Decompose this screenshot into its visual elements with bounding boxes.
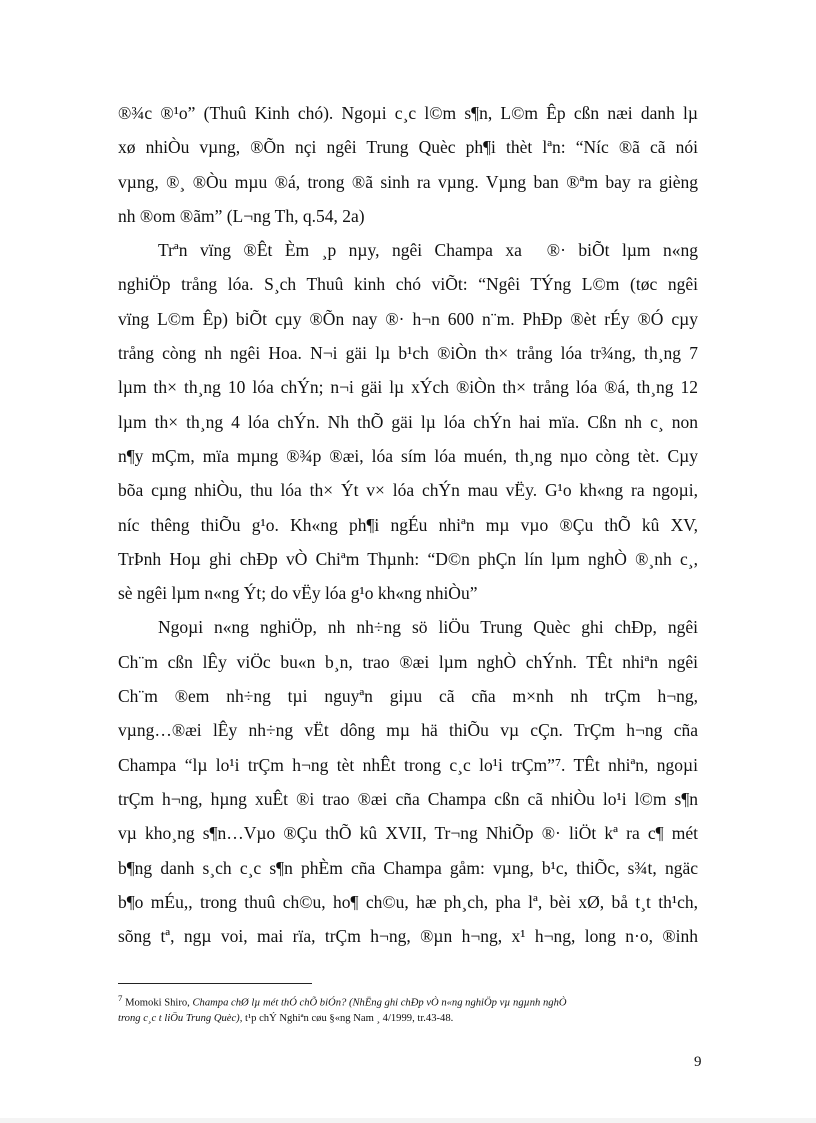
page-number: 9 bbox=[694, 1054, 702, 1070]
text-line: Trªn vïng ®Êt Èm ¸p nµy, ngêi Champa xa ®· biÕt lµm n«ng bbox=[158, 240, 698, 261]
text-line: xø nhiÒu vµng, ®Õn nçi ngêi Trung Quèc ph¶i thèt lªn: “Níc ®ã cã nói bbox=[118, 137, 698, 158]
footnote-divider bbox=[118, 983, 312, 984]
text-line: sè ngêi lµm n«ng Ýt; do vËy lóa g¹o kh«ng nhiÒu” bbox=[118, 583, 478, 604]
text-line: nh ®om ®ãm” (L¬ng Th, q.54, 2a) bbox=[118, 205, 365, 226]
text-line: n¶y mÇm, mïa mµng ®¾p ®æi, lóa sím lóa muén, th¸ng nµo còng tèt. Cµy bbox=[118, 445, 698, 466]
text-line: vµng, ®¸ ®Òu mµu ®á, trong ®ã sinh ra vµng. Vµng ban ®ªm bay ra gièng bbox=[118, 171, 698, 192]
text-line: TrÞnh Hoµ ghi chÐp vÒ Chiªm Thµnh: “D©n phÇn lín lµm nghÒ ®¸nh c¸, bbox=[118, 548, 698, 569]
text-line: lµm th× th¸ng 4 lóa chÝn. Nh thÕ gäi lµ lóa chÝn hai mïa. Cßn nh c¸ non bbox=[118, 411, 698, 432]
text-line: vµng…®æi lÊy nh÷ng vËt dông mµ hä thiÕu vµ cÇn. TrÇm h¬ng cña bbox=[118, 720, 698, 741]
footnote-author: Momoki Shiro, bbox=[125, 997, 190, 1009]
footnote-title-cont: trong c¸c t liÖu Trung Quèc), bbox=[118, 1012, 243, 1024]
footnote-marker: 7 bbox=[118, 993, 123, 1003]
footnote-line-2 bbox=[118, 1011, 708, 1026]
body-text bbox=[118, 96, 698, 953]
text-line: nghiÖp trång lóa. S¸ch Thuû kinh chó viÕt: “Ngêi TÝng L©m (tøc ngêi bbox=[118, 274, 698, 295]
text-line: vµ kho¸ng s¶n…Vµo ®Çu thÕ kû XVII, Tr¬ng NhiÕp ®· liÖt kª ra c¶ mét bbox=[118, 823, 698, 844]
text-line: b¶ng danh s¸ch c¸c s¶n phÈm cña Champa gåm: vµng, b¹c, thiÕc, s¾t, ngäc bbox=[118, 857, 698, 878]
text-line: ®¾c ®¹o” (Thuû Kinh chó). Ngoµi c¸c l©m s¶n, L©m Êp cßn næi danh lµ bbox=[118, 103, 698, 123]
text-line: Champa “lµ lo¹i trÇm h¬ng tèt nhÊt trong c¸c lo¹i trÇm”⁷. TÊt nhiªn, ngoµi bbox=[118, 754, 698, 775]
footnote-line-1 bbox=[118, 991, 708, 1011]
text-line: bõa cµng nhiÒu, thu lóa th× Ýt v× lóa chÝn mau vËy. G¹o kh«ng ra ngoµi, bbox=[118, 480, 698, 501]
text-line: sõng tª, ngµ voi, mai rïa, trÇm h¬ng, ®µn h¬ng, x¹ h¬ng, long n·o, ®inh bbox=[118, 926, 698, 947]
text-line: lµm th× th¸ng 10 lóa chÝn; n¬i gäi lµ xÝch ®iÒn th× trång lóa ®á, th¸ng 12 bbox=[118, 377, 698, 398]
text-line: vïng L©m Êp) biÕt cµy ®Õn nay ®· h¬n 600 n¨m. PhÐp ®èt rÉy ®Ó cµy bbox=[118, 308, 698, 329]
text-line: Ch¨m cßn lÊy viÖc bu«n b¸n, trao ®æi lµm nghÒ chÝnh. TÊt nhiªn ngêi bbox=[118, 651, 698, 672]
page-bottom-edge bbox=[0, 1118, 816, 1123]
text-line: níc thêng thiÕu g¹o. Kh«ng ph¶i ngÉu nhiªn mµ vµo ®Çu thÕ kû XV, bbox=[118, 514, 698, 535]
text-line: trång còng nh ngêi Hoa. N¬i gäi lµ b¹ch ®iÒn th× trång lóa tr¾ng, th¸ng 7 bbox=[118, 343, 698, 364]
footnote bbox=[118, 991, 708, 1026]
text-line: b¶o mÉu,, trong thuû ch©u, ho¶ ch©u, hæ ph¸ch, pha lª, bèi xØ, bå t¸t th¹ch, bbox=[118, 891, 698, 912]
footnote-source: t¹p chÝ Nghiªn cøu §«ng Nam ¸ 4/1999, tr.43-48. bbox=[245, 1012, 454, 1024]
text-line: Ngoµi n«ng nghiÖp, nh nh÷ng sö liÖu Trung Quèc ghi chÐp, ngêi bbox=[158, 617, 698, 638]
text-line: Ch¨m ®em nh÷ng tµi nguyªn giµu cã cña m×nh nh trÇm h¬ng, bbox=[118, 686, 698, 707]
footnote-title: Champa chØ lµ mét thÓ chÕ biÓn? (NhËng ghi chÐp vÒ n«ng nghiÖp vµ ngµnh nghÒ bbox=[192, 997, 567, 1009]
text-line: trÇm h¬ng, hµng xuÊt ®i trao ®æi cña Champa cßn cã nhiÒu lo¹i l©m s¶n bbox=[118, 788, 698, 809]
